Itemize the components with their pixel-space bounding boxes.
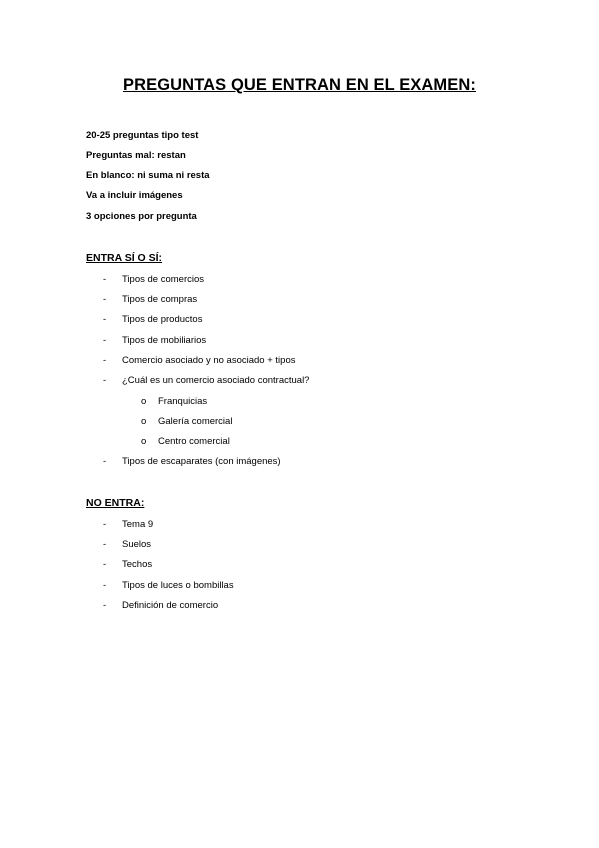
section-heading-entra: ENTRA SÍ O SÍ:: [86, 252, 163, 264]
dash-bullet: -: [103, 580, 107, 591]
info-line: 3 opciones por pregunta: [86, 211, 197, 222]
dash-bullet: -: [103, 559, 107, 570]
section-heading-no-entra: NO ENTRA:: [86, 497, 145, 509]
info-line: Va a incluir imágenes: [86, 190, 183, 201]
dash-bullet: -: [103, 600, 107, 611]
list-item-label: Comercio asociado y no asociado + tipos: [122, 355, 296, 366]
circle-bullet: o: [141, 436, 147, 447]
list-item-label: ¿Cuál es un comercio asociado contractual?: [122, 375, 310, 386]
list-item-label: Tipos de productos: [122, 314, 203, 325]
circle-bullet: o: [141, 396, 147, 407]
page-title: PREGUNTAS QUE ENTRAN EN EL EXAMEN:: [123, 76, 476, 94]
list-item-label: Tipos de compras: [122, 294, 198, 305]
sub-list-item-label: Centro comercial: [158, 436, 230, 447]
dash-bullet: -: [103, 294, 107, 305]
circle-bullet: o: [141, 416, 147, 427]
list-item-label: Tipos de escaparates (con imágenes): [122, 456, 281, 467]
info-line: En blanco: ni suma ni resta: [86, 170, 210, 181]
list-item-label: Tipos de mobiliarios: [122, 335, 207, 346]
info-line: 20-25 preguntas tipo test: [86, 130, 199, 141]
list-item-label: Tema 9: [122, 519, 154, 530]
list-item-label: Tipos de comercios: [122, 274, 205, 285]
dash-bullet: -: [103, 335, 107, 346]
sub-list-item-label: Franquicias: [158, 396, 208, 407]
list-item-label: Suelos: [122, 539, 152, 550]
sub-list-item-label: Galería comercial: [158, 416, 233, 427]
list-item-label: Techos: [122, 559, 153, 570]
dash-bullet: -: [103, 314, 107, 325]
dash-bullet: -: [103, 456, 107, 467]
dash-bullet: -: [103, 274, 107, 285]
dash-bullet: -: [103, 539, 107, 550]
dash-bullet: -: [103, 375, 107, 386]
info-line: Preguntas mal: restan: [86, 150, 186, 161]
list-item-label: Tipos de luces o bombillas: [122, 580, 234, 591]
list-item-label: Definición de comercio: [122, 600, 219, 611]
dash-bullet: -: [103, 355, 107, 366]
dash-bullet: -: [103, 519, 107, 530]
